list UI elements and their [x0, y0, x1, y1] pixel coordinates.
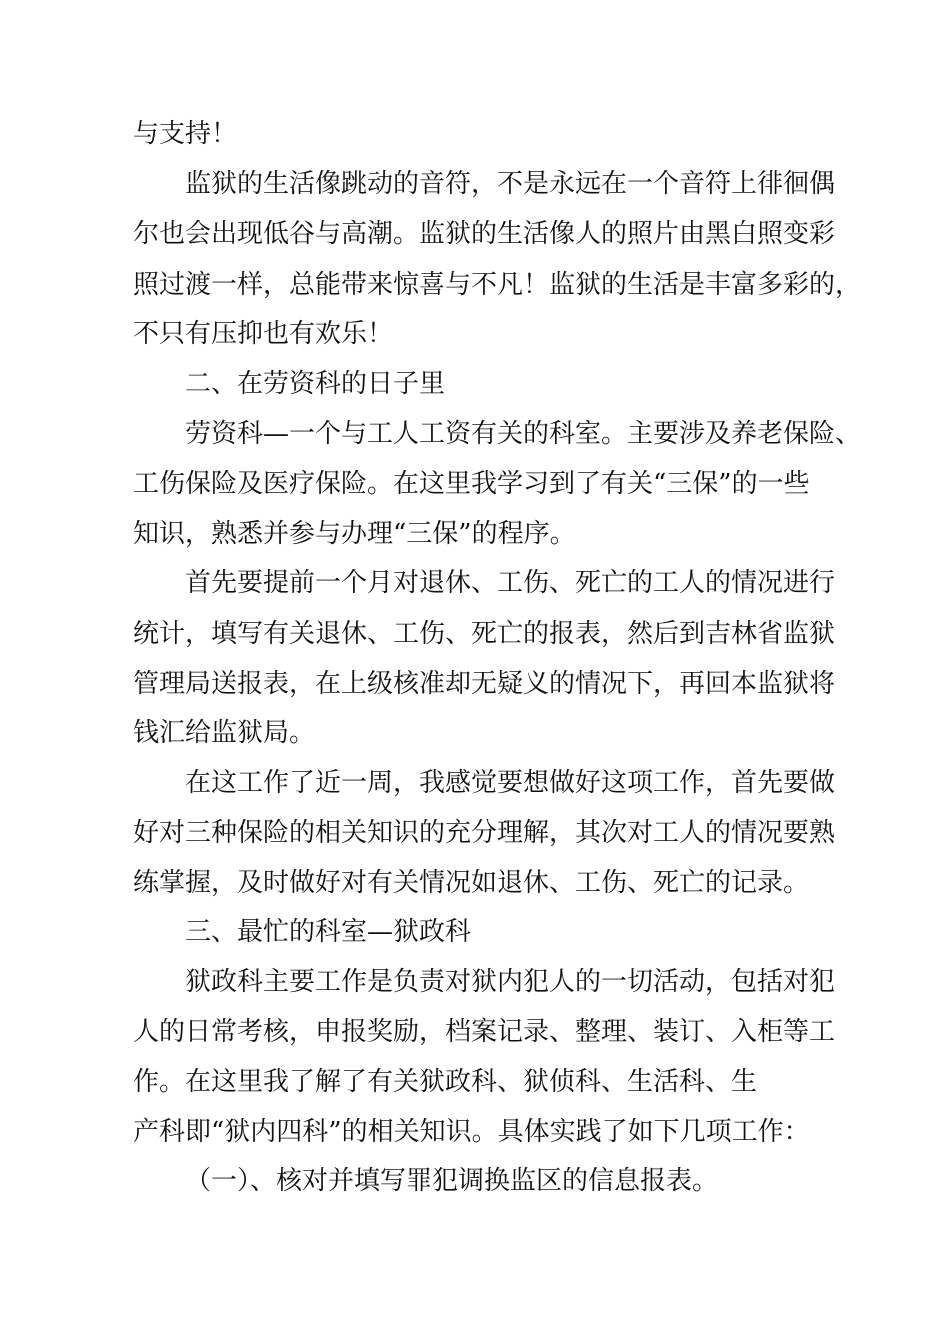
text-line: 监狱的生活像跳动的音符，不是永远在一个音符上徘徊偶 [185, 169, 836, 199]
section-heading: 三、最忙的科室—狱政科 [185, 917, 472, 947]
text-line: 练掌握，及时做好对有关情况如退休、工伤、死亡的记录。 [133, 868, 810, 898]
text-line: 知识，熟悉并参与办理“三保”的程序。 [133, 519, 576, 549]
text-line: 钱汇给监狱局。 [133, 718, 316, 748]
text-line: 作。在这里我了解了有关狱政科、狱侦科、生活科、生 [133, 1067, 758, 1097]
text-line: 劳资科—一个与工人工资有关的科室。主要涉及养老保险、 [185, 419, 862, 449]
section-heading: 二、在劳资科的日子里 [185, 369, 446, 399]
text-line: 尔也会出现低谷与高潮。监狱的生活像人的照片由黑白照变彩 [133, 219, 836, 249]
text-line: 人的日常考核，申报奖励，档案记录、整理、装订、入柜等工 [133, 1017, 836, 1047]
text-line: 在这工作了近一周，我感觉要想做好这项工作，首先要做 [185, 768, 836, 798]
text-line: 统计，填写有关退休、工伤、死亡的报表，然后到吉林省监狱 [133, 619, 836, 649]
text-line: 狱政科主要工作是负责对狱内犯人的一切活动，包括对犯 [185, 967, 836, 997]
text-line: 好对三种保险的相关知识的充分理解，其次对工人的情况要熟 [133, 818, 836, 848]
subsection-heading: （一）、核对并填写罪犯调换监区的信息报表。 [185, 1166, 719, 1196]
text-line: 产科即“狱内四科”的相关知识。具体实践了如下几项工作： [133, 1117, 810, 1147]
text-line: 与支持！ [133, 119, 238, 149]
text-line: 管理局送报表，在上级核准却无疑义的情况下，再回本监狱将 [133, 669, 836, 699]
text-line: 不只有压抑也有欢乐！ [133, 319, 394, 349]
text-line: 照过渡一样，总能带来惊喜与不凡！监狱的生活是丰富多彩的， [133, 270, 862, 300]
text-line: 首先要提前一个月对退休、工伤、死亡的工人的情况进行 [185, 568, 836, 598]
text-line: 工伤保险及医疗保险。在这里我学习到了有关“三保”的一些 [133, 469, 810, 499]
